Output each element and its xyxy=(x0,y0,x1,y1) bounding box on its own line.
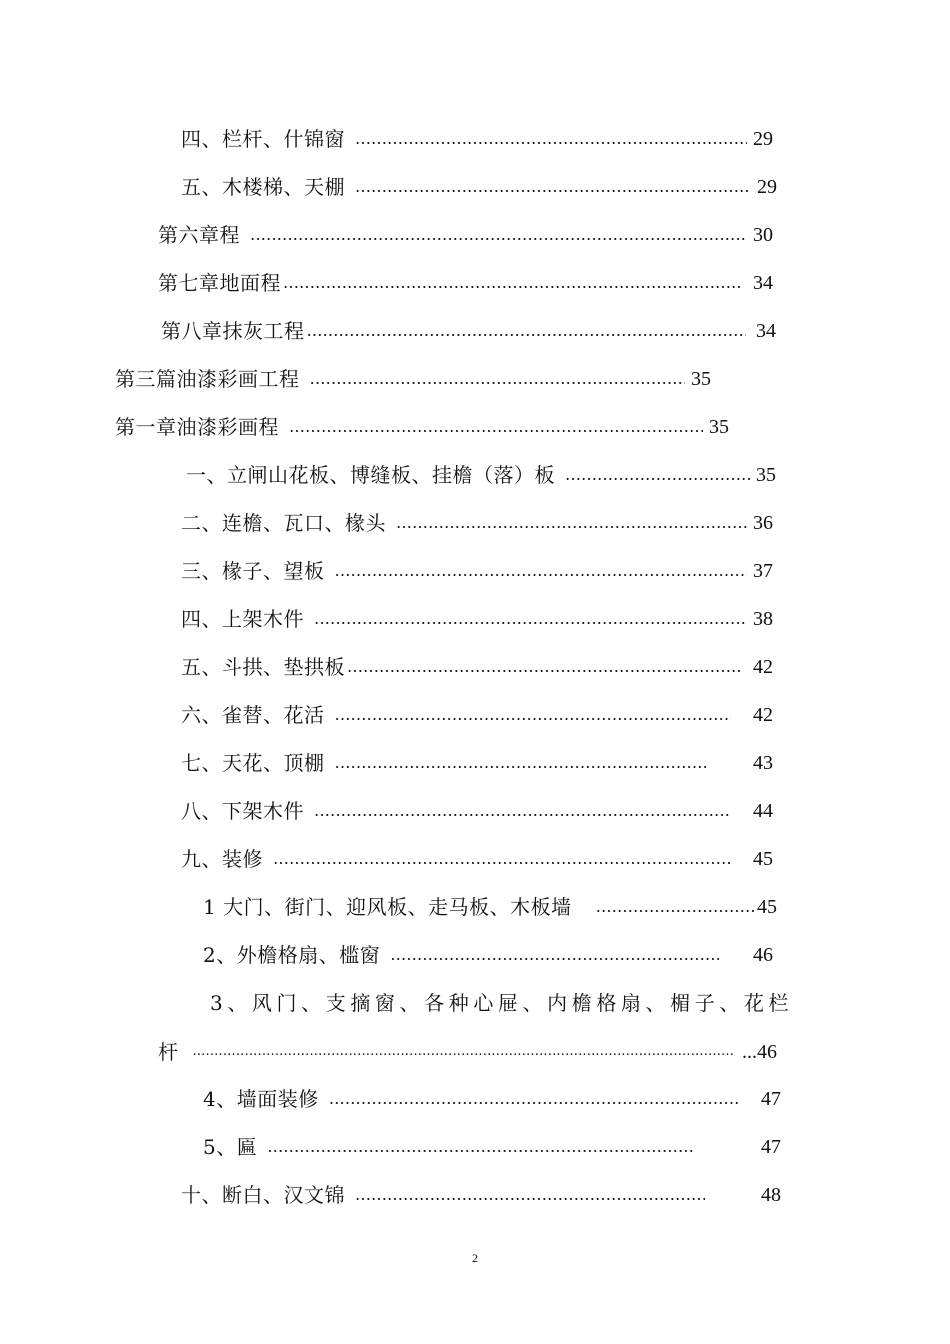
toc-entry xyxy=(181,748,773,778)
toc-entry-page: 43 xyxy=(753,752,773,774)
toc-entry-page: 35 xyxy=(756,464,776,486)
toc-leader-dots xyxy=(347,652,741,682)
toc-entry-page: 38 xyxy=(753,608,773,630)
toc-entry-page: 35 xyxy=(691,368,711,390)
toc-entry-page: 34 xyxy=(756,320,776,342)
toc-entry-page: 46 xyxy=(753,944,773,966)
toc-entry xyxy=(181,556,773,586)
toc-entry-title: 八、下架木件 xyxy=(181,799,304,823)
toc-leader-dots xyxy=(273,844,731,874)
toc-entry-title: 第三篇油漆彩画工程 xyxy=(115,367,300,391)
toc-entry-title: 五、斗拱、垫拱板 xyxy=(181,655,345,679)
toc-leader-dots xyxy=(267,1132,695,1162)
toc-leader-dots xyxy=(310,364,686,394)
toc-entry-title: 第七章地面程 xyxy=(158,271,281,295)
toc-entry xyxy=(181,1180,781,1210)
toc-entry-page: 42 xyxy=(753,704,773,726)
toc-entry-title: 第八章抹灰工程 xyxy=(161,319,305,343)
toc-entry-title: 2、外檐格扇、槛窗 xyxy=(203,943,381,967)
toc-entry-title: 四、栏杆、什锦窗 xyxy=(181,127,345,151)
toc-entry xyxy=(181,172,777,202)
toc-entry xyxy=(203,1132,781,1162)
toc-entry xyxy=(115,364,711,394)
toc-leader-dots xyxy=(355,124,747,154)
toc-entry-title: 4、墙面装修 xyxy=(203,1087,319,1111)
toc-entry-title: 七、天花、顶棚 xyxy=(181,751,325,775)
toc-leader-dots xyxy=(307,316,747,346)
toc-entry xyxy=(181,796,773,826)
toc-leader-dots xyxy=(329,1084,741,1114)
toc-entry-page: 35 xyxy=(709,416,729,438)
toc-entry-title: 1 大门、街门、迎风板、走马板、木板墙 xyxy=(203,895,572,919)
toc-entry-title: 一、立闸山花板、博缝板、挂檐（落）板 xyxy=(186,463,555,487)
toc-entry-title: 3、风门、支摘窗、各种心屉、内檐格扇、楣子、花栏 xyxy=(210,991,794,1015)
toc-entry-title: 四、上架木件 xyxy=(181,607,304,631)
toc-leader-dots xyxy=(596,892,755,922)
toc-leader-dots xyxy=(193,1037,735,1067)
toc-entry xyxy=(181,844,773,874)
toc-leader-dots xyxy=(565,460,750,490)
toc-leader-dots xyxy=(390,940,719,970)
toc-entry-title: 第六章程 xyxy=(158,223,240,247)
toc-entry-page: 47 xyxy=(761,1088,781,1110)
toc-leader-dots xyxy=(314,604,747,634)
toc-entry xyxy=(203,892,777,922)
toc-entry xyxy=(158,268,773,298)
toc-leader-dots xyxy=(355,172,751,202)
toc-leader-dots xyxy=(396,508,747,538)
toc-entry-page: 45 xyxy=(753,848,773,870)
toc-entry-page: ...46 xyxy=(742,1041,777,1063)
toc-entry xyxy=(181,124,773,154)
toc-entry-title: 九、装修 xyxy=(181,847,263,871)
toc-entry-title: 六、雀替、花活 xyxy=(181,703,325,727)
toc-entry-title: 二、连檐、瓦口、椽头 xyxy=(181,511,386,535)
toc-entry xyxy=(181,700,773,730)
toc-entry xyxy=(181,604,773,634)
toc-entry-title: 第一章油漆彩画程 xyxy=(115,415,279,439)
page-number: 2 xyxy=(472,1251,478,1265)
toc-leader-dots xyxy=(335,556,748,586)
toc-entry-title: 三、椽子、望板 xyxy=(181,559,325,583)
toc-entry xyxy=(203,940,773,970)
toc-entry-page: 45 xyxy=(757,896,777,918)
toc-entry xyxy=(158,1037,777,1067)
toc-entry-title: 十、断白、汉文锦 xyxy=(181,1183,345,1207)
toc-entry xyxy=(186,460,776,490)
toc-entry xyxy=(161,316,776,346)
toc-entry-page: 37 xyxy=(753,560,773,582)
toc-entry xyxy=(203,1084,781,1114)
toc-leader-dots xyxy=(289,412,703,442)
toc-entry-title: 5、匾 xyxy=(203,1135,258,1159)
toc-entry-page: 29 xyxy=(753,128,773,150)
toc-entry-page: 36 xyxy=(753,512,773,534)
toc-leader-dots xyxy=(335,700,732,730)
toc-leader-dots xyxy=(283,268,743,298)
toc-entry-page: 44 xyxy=(753,800,773,822)
toc-entry-page: 30 xyxy=(753,224,773,246)
toc-entry xyxy=(181,508,773,538)
toc-entry-title: 五、木楼梯、天棚 xyxy=(181,175,345,199)
toc-leader-dots xyxy=(355,1180,705,1210)
toc-leader-dots xyxy=(250,220,747,250)
toc-entry-page: 42 xyxy=(753,656,773,678)
toc-entry xyxy=(115,412,729,442)
toc-leader-dots xyxy=(314,796,731,826)
toc-entry-page: 48 xyxy=(761,1184,781,1206)
toc-entry-page: 34 xyxy=(753,272,773,294)
toc-leader-dots xyxy=(335,748,710,778)
toc-entry xyxy=(181,652,773,682)
toc-entry-page: 29 xyxy=(757,176,777,198)
toc-entry xyxy=(158,220,773,250)
toc-entry-title: 杆 xyxy=(158,1040,179,1064)
toc-entry-page: 47 xyxy=(761,1136,781,1158)
